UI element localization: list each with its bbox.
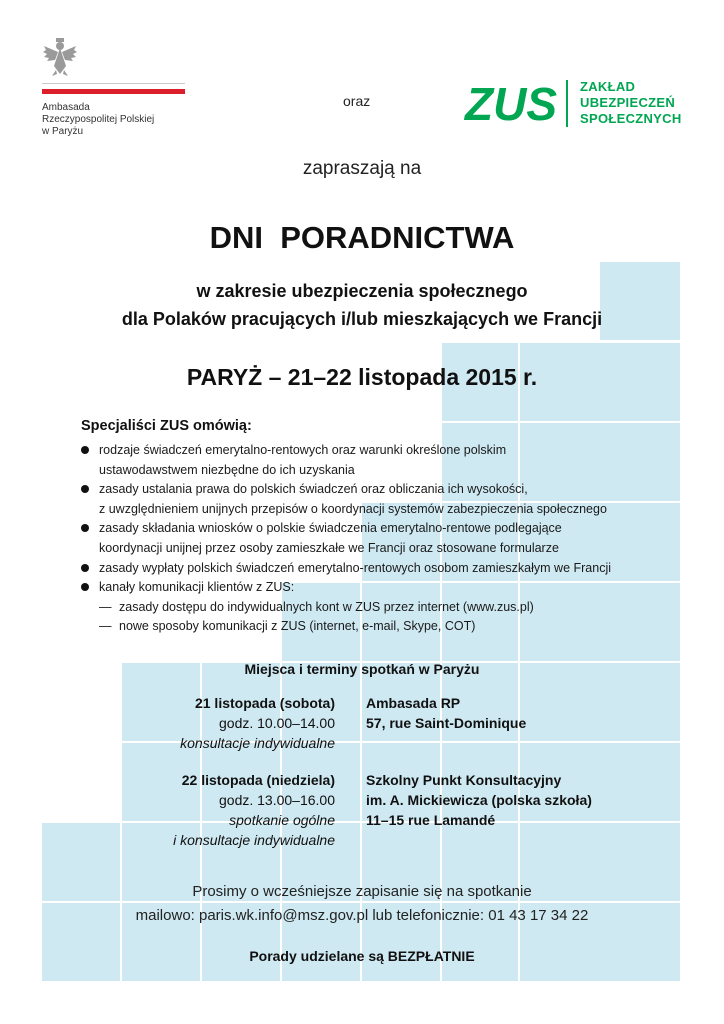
zus-logo xyxy=(465,78,557,130)
list-item: kanały komunikacji klientów z ZUS: xyxy=(81,578,681,598)
list-item: zasady wypłaty polskich świadczeń emerytalno-rentowych osobom zamieszkałym we Francji xyxy=(81,559,681,579)
zus-full-name: ZAKŁAD UBEZPIECZEŃ SPOŁECZNYCH xyxy=(580,79,682,126)
sub-list-item: — nowe sposoby komunikacji z ZUS (internet, e-mail, Skype, COT) xyxy=(99,619,476,634)
invite-line: zapraszają na xyxy=(302,158,422,179)
bullet-icon xyxy=(81,485,89,493)
registration-notice: Prosimy o wcześniejsze zapisanie się na spotkanie mailowo: paris.wk.info@msz.gov.pl lub telefonicznie: 01 43 17 34 22 xyxy=(135,883,589,924)
page-title: DNI PORADNICTWA xyxy=(209,220,515,255)
event-date: PARYŻ – 21–22 listopada 2015 r. xyxy=(186,364,538,390)
list-item: zasady składania wniosków o polskie świadczenia emerytalno-rentowe podlegające koordynacji unijnej przez osoby zamieszkałe we Francji oraz stosowane formularze xyxy=(81,519,681,558)
divider xyxy=(42,83,185,84)
embassy-name: Ambasada Rzeczypospolitej Polskiej w Paryżu xyxy=(42,102,155,137)
meeting-2-when: 22 listopada (niedziela) godz. 13.00–16.00 spotkanie ogólne i konsultacje indywidualne xyxy=(173,772,335,848)
polish-eagle-emblem-icon xyxy=(42,36,78,78)
connector-text: oraz xyxy=(343,93,371,109)
bullet-icon xyxy=(81,524,89,532)
meeting-1-place: Ambasada RP 57, rue Saint-Dominique xyxy=(366,695,527,731)
zus-logo-text: ZUS xyxy=(465,78,557,130)
meeting-1-when: 21 listopada (sobota) godz. 10.00–14.00 konsultacje indywidualne xyxy=(180,695,335,751)
subtitle: w zakresie ubezpieczenia społecznego dla Polaków pracujących i/lub mieszkających we Francji xyxy=(121,281,603,329)
sub-list-item: — zasady dostępu do indywidualnych kont w ZUS przez internet (www.zus.pl) xyxy=(99,599,534,614)
list-item: zasady ustalania prawa do polskich świadczeń oraz obliczania ich wysokości, z uwzględnieniem unijnych przepisów o koordynacji systemów zabezpieczenia społecznego xyxy=(81,480,681,519)
bullet-icon xyxy=(81,583,89,591)
flag-stripe xyxy=(42,89,185,94)
specialists-heading: Specjaliści ZUS omówią: xyxy=(81,418,252,434)
bullet-icon xyxy=(81,564,89,572)
zus-separator xyxy=(566,80,568,127)
meetings-title: Miejsca i terminy spotkań w Paryżu xyxy=(244,661,480,677)
free-advice-note: Porady udzielane są BEZPŁATNIE xyxy=(249,948,475,964)
list-item: rodzaje świadczeń emerytalno-rentowych oraz warunki określone polskim ustawodawstwem niezbędne do ich uzyskania xyxy=(81,441,681,480)
bullet-icon xyxy=(81,446,89,454)
meeting-2-place: Szkolny Punkt Konsultacyjny im. A. Mickiewicza (polska szkoła) 11–15 rue Lamandé xyxy=(366,772,592,828)
topics-list xyxy=(81,441,681,637)
